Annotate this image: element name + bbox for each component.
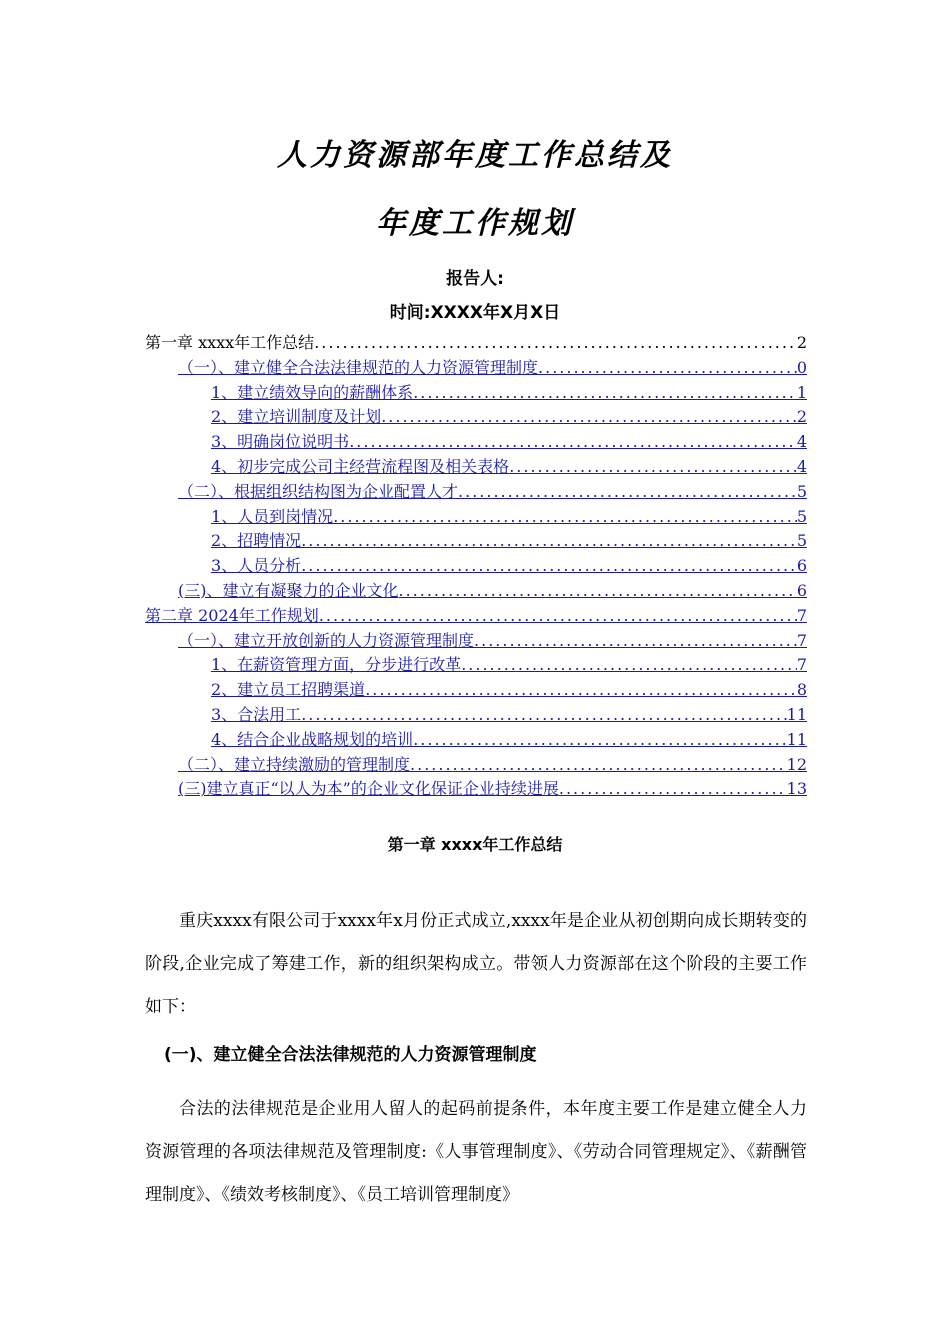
toc-entry-label: 1、在薪资管理方面，分步进行改革 bbox=[211, 655, 462, 675]
toc-entry[interactable] bbox=[145, 629, 807, 654]
toc-entry-label: 3、人员分析 bbox=[211, 556, 302, 576]
toc-entry-page-number: 11 bbox=[786, 704, 807, 724]
toc-entry-page-number: 5 bbox=[796, 481, 807, 501]
toc-entry-label: 1、人员到岗情况 bbox=[211, 506, 334, 526]
toc-entry-label: 4、初步完成公司主经营流程图及相关表格 bbox=[211, 456, 510, 476]
toc-entry-label: （一）、建立开放创新的人力资源管理制度 bbox=[178, 630, 475, 650]
toc-entry-label: 2、建立培训制度及计划 bbox=[211, 407, 382, 427]
toc-entry-page-number: 6 bbox=[796, 556, 807, 576]
toc-leader-dots bbox=[314, 331, 797, 356]
toc-entry[interactable] bbox=[145, 554, 807, 579]
toc-entry[interactable] bbox=[145, 356, 807, 381]
toc-leader-dots bbox=[301, 703, 786, 728]
toc-entry-page-number: 1 bbox=[796, 382, 807, 402]
toc-entry-label: (三)建立真正“以人为本”的企业文化保证企业持续进展 bbox=[178, 779, 559, 799]
toc-entry-page-number: 2 bbox=[796, 333, 807, 352]
toc-entry[interactable] bbox=[145, 678, 807, 703]
toc-entry-page-number: 4 bbox=[796, 456, 807, 476]
toc-entry-page-number: 8 bbox=[796, 680, 807, 700]
toc-entry-page-number: 7 bbox=[796, 630, 807, 650]
reporter-line: 报告人: bbox=[446, 269, 504, 289]
section-heading: (一)、建立健全合法法律规范的人力资源管理制度 bbox=[164, 1045, 537, 1065]
toc-entry-label: 4、结合企业战略规划的培训 bbox=[211, 729, 414, 749]
toc-entry-page-number: 11 bbox=[786, 729, 807, 749]
toc-leader-dots bbox=[399, 579, 797, 604]
toc-leader-dots bbox=[509, 455, 797, 480]
toc-entry[interactable] bbox=[145, 653, 807, 678]
table-of-contents bbox=[145, 331, 807, 802]
toc-entry[interactable] bbox=[145, 579, 807, 604]
toc-entry-page-number: 5 bbox=[796, 506, 807, 526]
toc-entry[interactable] bbox=[145, 480, 807, 505]
toc-entry-label: （一）、建立健全合法法律规范的人力资源管理制度 bbox=[178, 357, 539, 377]
toc-entry[interactable] bbox=[145, 505, 807, 530]
toc-entry-label: （二）、建立持续激励的管理制度 bbox=[178, 754, 411, 774]
toc-entry-page-number: 0 bbox=[796, 357, 807, 377]
toc-leader-dots bbox=[413, 381, 797, 406]
intro-paragraph: 重庆xxxx有限公司于xxxx年x月份正式成立,xxxx年是企业从初创期向成长期转变的阶段,企业完成了筹建工作，新的组织架构成立。带领人力资源部在这个阶段的主要工作如下： bbox=[145, 911, 807, 1017]
toc-entry[interactable] bbox=[145, 529, 807, 554]
document-title-line2: 年度工作规划 bbox=[376, 206, 574, 241]
section-paragraph: 合法的法律规范是企业用人留人的起码前提条件，本年度主要工作是建立健全人力资源管理的各项法律规范及管理制度:《人事管理制度》、《劳动合同管理规定》、《薪酬管理制度》、《绩效考核制度》、《员工培训管理制度》 bbox=[145, 1099, 807, 1205]
toc-leader-dots bbox=[365, 678, 797, 703]
toc-entry[interactable] bbox=[145, 753, 807, 778]
toc-leader-dots bbox=[559, 777, 787, 802]
toc-leader-dots bbox=[458, 480, 797, 505]
toc-entry-label: (三)、建立有凝聚力的企业文化 bbox=[178, 580, 399, 600]
toc-entry[interactable] bbox=[145, 381, 807, 406]
toc-leader-dots bbox=[538, 356, 797, 381]
toc-entry[interactable] bbox=[145, 430, 807, 455]
toc-entry-label: 2、建立员工招聘渠道 bbox=[211, 680, 366, 700]
toc-entry bbox=[145, 331, 807, 356]
document-title-line1: 人力资源部年度工作总结及 bbox=[277, 138, 673, 173]
toc-entry-page-number: 13 bbox=[786, 779, 807, 799]
toc-leader-dots bbox=[381, 405, 797, 430]
toc-entry[interactable] bbox=[145, 703, 807, 728]
toc-entry-label: 第一章 xxxx年工作总结 bbox=[145, 333, 315, 352]
toc-entry[interactable] bbox=[145, 728, 807, 753]
time-line: 时间:XXXX年X月X日 bbox=[389, 303, 561, 323]
toc-entry-label: 3、明确岗位说明书 bbox=[211, 432, 350, 452]
toc-entry-label: 第二章 2024年工作规划 bbox=[145, 605, 319, 625]
toc-entry-label: 1、建立绩效导向的薪酬体系 bbox=[211, 382, 414, 402]
toc-leader-dots bbox=[319, 604, 797, 629]
toc-entry[interactable] bbox=[145, 777, 807, 802]
toc-entry-page-number: 7 bbox=[796, 605, 807, 625]
toc-entry-label: 3、合法用工 bbox=[211, 704, 302, 724]
toc-leader-dots bbox=[410, 753, 787, 778]
chapter-heading: 第一章 xxxx年工作总结 bbox=[387, 835, 563, 854]
toc-entry-label: 2、招聘情况 bbox=[211, 531, 302, 551]
toc-leader-dots bbox=[413, 728, 786, 753]
toc-entry-page-number: 7 bbox=[796, 655, 807, 675]
toc-leader-dots bbox=[461, 653, 797, 678]
toc-entry[interactable] bbox=[145, 604, 807, 629]
toc-entry-label: （二）、根据组织结构图为企业配置人才 bbox=[178, 481, 459, 501]
toc-entry-page-number: 12 bbox=[786, 754, 807, 774]
toc-leader-dots bbox=[349, 430, 797, 455]
toc-entry[interactable] bbox=[145, 405, 807, 430]
toc-leader-dots bbox=[333, 505, 797, 530]
toc-entry-page-number: 4 bbox=[796, 432, 807, 452]
toc-entry-page-number: 2 bbox=[796, 407, 807, 427]
toc-entry-page-number: 5 bbox=[796, 531, 807, 551]
toc-entry-page-number: 6 bbox=[796, 580, 807, 600]
toc-leader-dots bbox=[474, 629, 797, 654]
toc-leader-dots bbox=[301, 554, 797, 579]
toc-leader-dots bbox=[301, 529, 797, 554]
toc-entry[interactable] bbox=[145, 455, 807, 480]
